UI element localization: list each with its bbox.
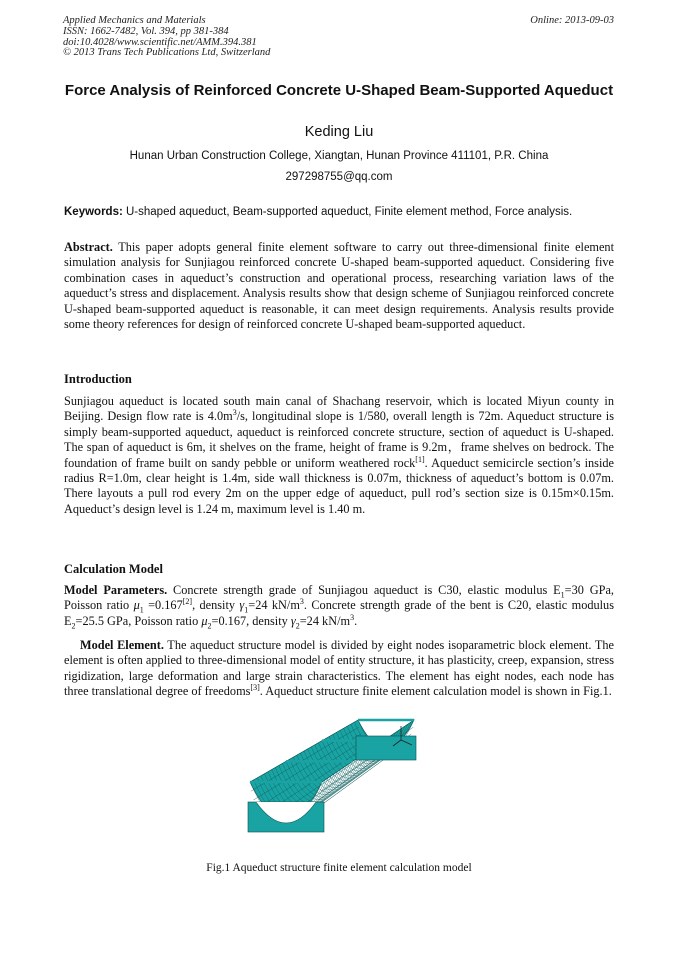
- journal-name: Applied Mechanics and Materials: [63, 15, 206, 26]
- mu2-sub: 2: [207, 621, 212, 631]
- citation-ref-3: [3]: [250, 683, 260, 693]
- abstract-text: This paper adopts general finite element software to carry out three-dimensional finite element simulation analysis for Sunjiagou reinforced concrete U-shaped beam-supported aqueduct. Considering five combination cases in aqueduct’s construction and operational process, researching variation laws of the aqueduct’s stress and displacement. Analysis results show that design scheme of Sunjiagou reinforced concrete U-shaped beam-supported aqueduct is reasonable, it can meet design requirements. Analysis results provide some theory references for design of reinforced concrete U-shaped beam-supported aqueduct.: [64, 240, 614, 332]
- p1-text-g: =25.5 GPa, Poisson ratio: [75, 613, 202, 628]
- paper-title: Force Analysis of Reinforced Concrete U-Shaped Beam-Supported Aqueduct: [64, 82, 614, 99]
- citation-ref-1: [1]: [415, 454, 425, 464]
- p1-text-b: =30 GPa, Poisson ratio: [64, 583, 614, 613]
- intro-text-3: . Aqueduct semicircle section’s inside radius R=1.0m, clear height is 1.4m, side wall thickness is 0.07m, thickness of aqueduct’s bottom is 0.07m. There layouts a pull rod every 2m on the upper edge of aqueduct, pull rod’s section size is 0.15m×0.15m. Aqueduct’s design level is 1.24 m, maximum level is 1.40 m.: [64, 455, 614, 516]
- online-date: Online: 2013-09-03: [530, 15, 614, 26]
- gamma2-symbol: γ: [290, 613, 296, 628]
- abstract: [64, 240, 614, 332]
- aqueduct-mesh: [248, 720, 416, 832]
- p1-text-c: =0.167: [143, 598, 183, 613]
- keywords-text: U-shaped aqueduct, Beam-supported aqueduct, Finite element method, Force analysis.: [122, 206, 573, 218]
- p1-text-h: =0.167, density: [211, 613, 291, 628]
- journal-header: [63, 16, 270, 59]
- citation-ref-2: [2]: [182, 597, 193, 607]
- gamma2-sub: 2: [295, 621, 300, 631]
- paper-author: Keding Liu: [304, 124, 374, 140]
- mu-sub: 1: [139, 605, 144, 615]
- introduction-paragraph: [64, 394, 614, 517]
- mu-symbol: μ: [133, 598, 140, 613]
- introduction-heading: Introduction: [64, 372, 132, 386]
- p1-sub-2: 2: [71, 621, 76, 631]
- back-support: [356, 736, 416, 760]
- keywords-label: Keywords:: [64, 206, 123, 218]
- abstract-label: Abstract.: [64, 240, 113, 254]
- model-parameters-label: Model Parameters.: [64, 583, 168, 597]
- gamma-sub: 1: [244, 605, 249, 615]
- intro-text-2: /s, longitudinal slope is 1/580, overall length is 72m. Aqueduct structure is simply beam-supported aqueduct, aqueduct is reinforced concrete structure, section of aqueduct is U-shaped. The span of aqueduct is 6m, it shelves on the frame, height of frame is 9.2m，frame shelves on bedrock. The foundation of frame built on sandy pebble or uniform weathered rock: [64, 409, 614, 470]
- calc-model-heading: Calculation Model: [64, 562, 163, 576]
- p1-sup: 3: [299, 597, 304, 607]
- p1-text-e: =24 kN/m: [248, 598, 300, 613]
- journal-doi: doi:10.4028/www.scientific.net/AMM.394.381: [63, 36, 257, 48]
- p2-text-b: . Aqueduct structure finite element calculation model is shown in Fig.1.: [259, 684, 612, 699]
- journal-issn: ISSN: 1662-7482, Vol. 394, pp 381-384: [63, 25, 229, 37]
- gamma-symbol: γ: [239, 598, 245, 613]
- p1-text-a: Concrete strength grade of Sunjiagou aqueduct is C30, elastic modulus E: [167, 583, 561, 597]
- p1-sub-1: 1: [560, 590, 565, 600]
- journal-copyright: © 2013 Trans Tech Publications Ltd, Switzerland: [63, 47, 271, 59]
- p1-text-j: .: [354, 613, 358, 628]
- p1-text-f: . Concrete strength grade of the bent is C20, elastic modulus E: [64, 598, 614, 628]
- model-element-label: Model Element.: [80, 638, 164, 652]
- p1-sup-2: 3: [350, 612, 355, 622]
- model-element-paragraph: [64, 638, 614, 700]
- aqueduct-fem-figure: [246, 712, 426, 850]
- model-parameters-paragraph: [64, 583, 614, 629]
- p2-text-a: The aqueduct structure model is divided by eight nodes isoparametric block element. The element is often applied to three-dimensional model of entity structure, it has plasticity, creep, expansion, stress rigidization, large deformation and large strain characteristics. The element has eight nodes, each node has three translational degree of freedoms: [64, 638, 614, 699]
- mu2-symbol: μ: [201, 613, 208, 628]
- author-affiliation: Hunan Urban Construction College, Xiangtan, Hunan Province 411101, P.R. China: [129, 150, 549, 162]
- intro-text-1: Sunjiagou aqueduct is located south main canal of Shachang reservoir, which is located Miyun county in Beijing. Design flow rate is 4.0m: [64, 394, 614, 424]
- p1-text-i: =24 kN/m: [299, 613, 351, 628]
- keywords: [64, 206, 620, 218]
- p1-text-d: , density: [192, 598, 240, 613]
- figure-caption: Fig.1 Aqueduct structure finite element calculation model: [206, 862, 472, 874]
- intro-sup: 3: [232, 408, 237, 418]
- author-email: 297298755@qq.com: [285, 171, 393, 183]
